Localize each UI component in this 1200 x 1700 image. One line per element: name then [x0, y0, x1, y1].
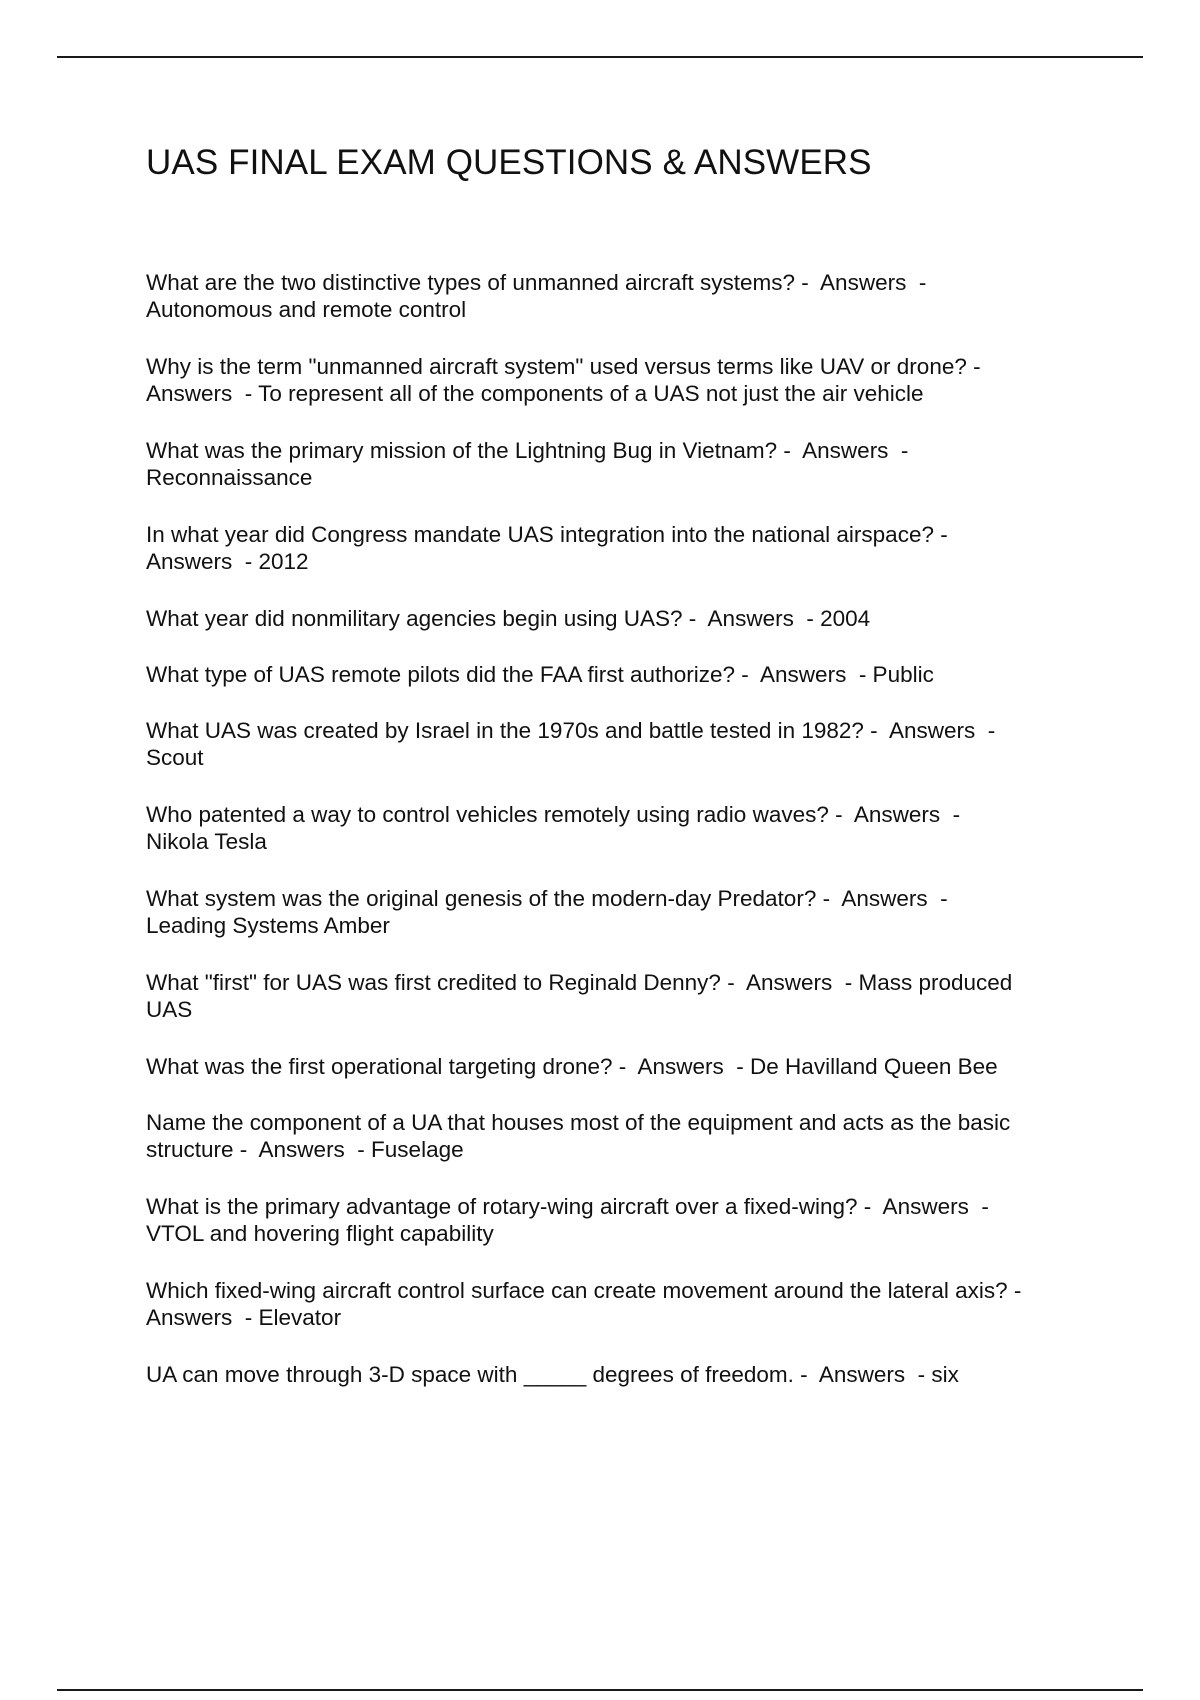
qa-item: Why is the term "unmanned aircraft system" used versus terms like UAV or drone? - Answers - To represent all of the components of a UAS not just the air vehicle: [146, 354, 981, 406]
qa-item: Name the component of a UA that houses most of the equipment and acts as the basic structure - Answers - Fuselage: [146, 1110, 1011, 1162]
qa-item: What are the two distinctive types of unmanned aircraft systems? - Answers - Autonomous and remote control: [146, 270, 927, 322]
qa-item: UA can move through 3-D space with _____ degrees of freedom. - Answers - six: [146, 1362, 959, 1387]
qa-list: [146, 269, 1096, 1417]
qa-item: What is the primary advantage of rotary-wing aircraft over a fixed-wing? - Answers - VTOL and hovering flight capability: [146, 1194, 989, 1246]
qa-item: What type of UAS remote pilots did the FAA first authorize? - Answers - Public: [146, 662, 934, 687]
qa-item: What was the first operational targeting drone? - Answers - De Havilland Queen Bee: [146, 1054, 998, 1079]
footer-rule: [57, 1689, 1143, 1691]
qa-item: Which fixed-wing aircraft control surface can create movement around the lateral axis? - Answers - Elevator: [146, 1278, 1022, 1330]
qa-item: What system was the original genesis of the modern-day Predator? - Answers - Leading Systems Amber: [146, 886, 948, 938]
qa-item: What UAS was created by Israel in the 1970s and battle tested in 1982? - Answers - Scout: [146, 718, 996, 770]
header-rule: [57, 56, 1143, 58]
qa-item: What "first" for UAS was first credited to Reginald Denny? - Answers - Mass produced UAS: [146, 970, 1013, 1022]
page-title: UAS FINAL EXAM QUESTIONS & ANSWERS: [146, 143, 872, 182]
qa-item: What was the primary mission of the Lightning Bug in Vietnam? - Answers - Reconnaissance: [146, 438, 909, 490]
qa-item: In what year did Congress mandate UAS integration into the national airspace? - Answers - 2012: [146, 522, 948, 574]
qa-item: Who patented a way to control vehicles remotely using radio waves? - Answers - Nikola Tesla: [146, 802, 961, 854]
qa-item: What year did nonmilitary agencies begin using UAS? - Answers - 2004: [146, 606, 871, 631]
